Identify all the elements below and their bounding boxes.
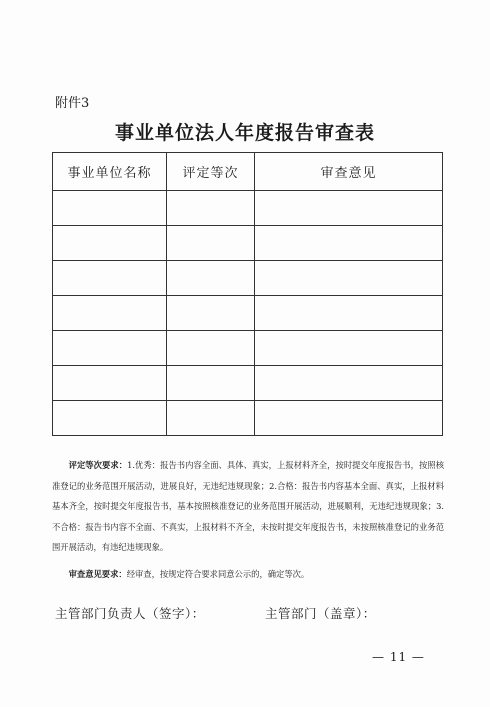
table-cell <box>255 401 443 436</box>
header-rating: 评定等次 <box>167 153 255 191</box>
table-cell <box>53 296 167 331</box>
table-cell <box>255 366 443 401</box>
table-cell <box>255 261 443 296</box>
table-cell <box>53 401 167 436</box>
table-row <box>53 261 443 296</box>
requirements-notes <box>52 455 444 584</box>
table-cell <box>255 296 443 331</box>
table-cell <box>167 261 255 296</box>
header-opinion: 审查意见 <box>255 153 443 191</box>
table-cell <box>53 191 167 226</box>
rating-requirements-label: 评定等次要求： <box>68 460 128 470</box>
opinion-requirements-text: 经审查，按规定符合要求同意公示的，确定等次。 <box>126 568 310 579</box>
table-cell <box>255 226 443 261</box>
table-cell <box>167 331 255 366</box>
table-row <box>53 191 443 226</box>
review-table <box>52 152 443 436</box>
opinion-requirements <box>52 564 444 585</box>
table-cell <box>167 296 255 331</box>
page-title: 事业单位法人年度报告审查表 <box>114 122 375 144</box>
page-number: — 11 — <box>372 650 425 664</box>
table-cell <box>53 331 167 366</box>
header-unit-name: 事业单位名称 <box>53 153 167 191</box>
table-cell <box>255 191 443 226</box>
table-header-row <box>53 153 443 191</box>
table-cell <box>255 331 443 366</box>
table-cell <box>167 366 255 401</box>
table-cell <box>53 226 167 261</box>
table-row <box>53 331 443 366</box>
table-cell <box>53 261 167 296</box>
table-cell <box>167 226 255 261</box>
table-row <box>53 226 443 261</box>
attachment-label: 附件3 <box>55 96 90 111</box>
table-cell <box>53 366 167 401</box>
opinion-requirements-label: 审查意见要求： <box>68 568 127 579</box>
rating-requirements <box>52 455 444 558</box>
table-row <box>53 366 443 401</box>
table-row <box>53 296 443 331</box>
table-cell <box>167 401 255 436</box>
department-seal-line: 主管部门（盖章）： <box>265 606 376 621</box>
table-cell <box>167 191 255 226</box>
supervisor-signature-line: 主管部门负责人（签字）： <box>55 606 205 621</box>
table-row <box>53 401 443 436</box>
rating-requirements-text: 1.优秀：报告书内容全面、具体、真实，上报材料齐全，按时提交年度报告书，按照核准登记的业务范围开展活动，进展良好，无违纪违规现象；2.合格：报告书内容基本全面、真实，上报材料基本齐全，按时提交年度报告书，基本按照核准登记的业务范围开展活动，进展顺利，无违纪违规现象；3.不合格：报告书内容不全面、不真实，上报材料不齐全，未按时提交年度报告书，未按照核准登记的业务范围开展活动，有违纪违规现象。 <box>52 460 444 552</box>
